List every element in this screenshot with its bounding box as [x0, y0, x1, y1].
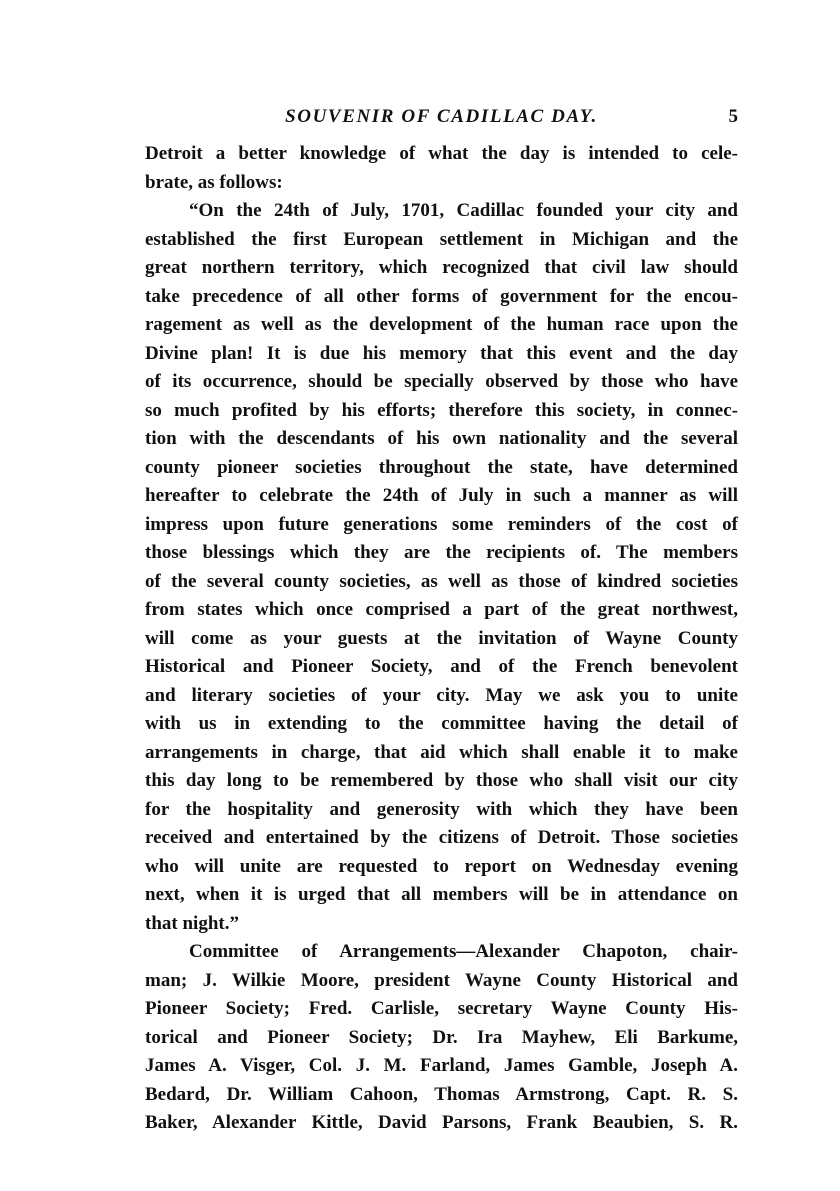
text-line: take precedence of all other forms of government for the encou-	[145, 285, 738, 307]
text-line: Committee of Arrangements—Alexander Chapoton, chair-	[189, 941, 738, 962]
text-line: of its occurrence, should be specially observed by those who have	[145, 371, 738, 392]
text-line: those blessings which they are the recipients of. The members	[145, 542, 738, 563]
text-line: who will unite are requested to report on Wednesday evening	[145, 855, 738, 877]
text-line: hereafter to celebrate the 24th of July in such a manner as will	[145, 485, 738, 506]
text-line: will come as your guests at the invitation of Wayne County	[145, 627, 738, 649]
text-line: Baker, Alexander Kittle, David Parsons, Frank Beaubien, S. R.	[145, 1112, 738, 1133]
text-line: this day long to be remembered by those who shall visit our city	[145, 770, 738, 791]
text-line: next, when it is urged that all members will be in attendance on	[145, 884, 738, 905]
text-line: Pioneer Society; Fred. Carlisle, secretary Wayne County His-	[145, 998, 738, 1019]
text-line: established the first European settlement in Michigan and the	[145, 228, 738, 250]
text-line: man; J. Wilkie Moore, president Wayne County Historical and	[145, 969, 738, 991]
text-line: brate, as follows:	[145, 171, 283, 193]
text-line: Detroit a better knowledge of what the day is intended to cele-	[145, 143, 738, 164]
page-number: 5	[728, 106, 738, 127]
text-line: so much profited by his efforts; therefore this society, in connec-	[145, 399, 738, 421]
text-line: received and entertained by the citizens of Detroit. Those societies	[145, 827, 738, 848]
text-line: James A. Visger, Col. J. M. Farland, James Gamble, Joseph A.	[145, 1055, 738, 1076]
running-head	[145, 104, 738, 134]
text-line: arrangements in charge, that aid which shall enable it to make	[145, 741, 738, 763]
text-line: for the hospitality and generosity with which they have been	[145, 798, 738, 820]
body-text	[145, 140, 738, 1138]
text-line: that night.”	[145, 912, 239, 934]
running-title: SOUVENIR OF CADILLAC DAY.	[285, 106, 598, 127]
text-line: Divine plan! It is due his memory that this event and the day	[145, 342, 738, 364]
text-line: county pioneer societies throughout the state, have determined	[145, 456, 738, 478]
text-line: “On the 24th of July, 1701, Cadillac founded your city and	[189, 200, 738, 221]
text-line: great northern territory, which recognized that civil law should	[145, 257, 738, 278]
text-line: tion with the descendants of his own nationality and the several	[145, 428, 738, 449]
text-line: of the several county societies, as well as those of kindred societies	[145, 570, 738, 592]
text-line: torical and Pioneer Society; Dr. Ira Mayhew, Eli Barkume,	[145, 1026, 738, 1048]
text-line: with us in extending to the committee having the detail of	[145, 713, 738, 734]
text-line: impress upon future generations some reminders of the cost of	[145, 513, 738, 535]
text-line: Bedard, Dr. William Cahoon, Thomas Armstrong, Capt. R. S.	[145, 1083, 738, 1105]
text-line: Historical and Pioneer Society, and of the French benevolent	[145, 656, 738, 677]
text-line: ragement as well as the development of the human race upon the	[145, 314, 738, 335]
text-line: and literary societies of your city. May we ask you to unite	[145, 684, 738, 706]
text-line: from states which once comprised a part of the great northwest,	[145, 599, 738, 620]
